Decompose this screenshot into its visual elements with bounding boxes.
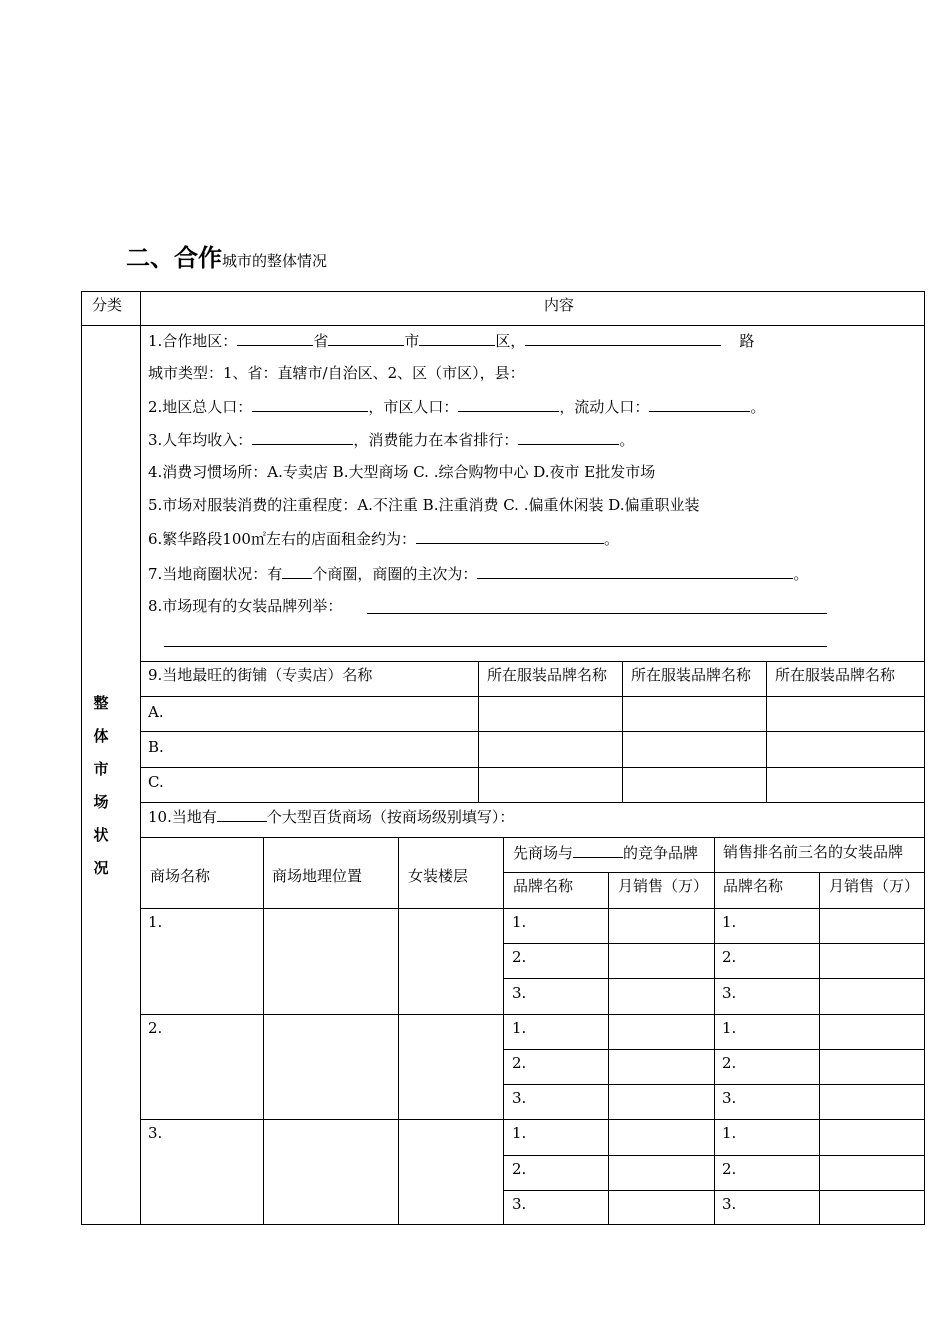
- mall-subrow-divider: [503, 1155, 925, 1156]
- brand-name-header-2: 品牌名称: [723, 877, 784, 895]
- brand-name-header-1: 品牌名称: [513, 877, 574, 895]
- city-type-line: 城市类型：1、省：直辖市/自治区、2、区（市区），县：: [148, 364, 525, 382]
- mall-name-header: 商场名称: [150, 867, 211, 885]
- mall-row-1-label: 1.: [148, 913, 163, 931]
- top-brand-row-label: 2.: [722, 1054, 737, 1072]
- street-row-b-bottom: [140, 767, 925, 768]
- city-blank[interactable]: [328, 330, 404, 346]
- floating-population-blank[interactable]: [649, 396, 750, 412]
- competing-brand-row-label: 2.: [512, 948, 527, 966]
- section-heading-number: 二、合作: [126, 243, 222, 272]
- mall-header-bottom: [140, 908, 925, 909]
- cooperation-region-line: 1.合作地区： 省 市 区， 路: [148, 332, 755, 350]
- competing-brand-row-label: 1.: [512, 913, 527, 931]
- urban-population-blank[interactable]: [458, 396, 559, 412]
- street-row-a-bottom: [140, 731, 925, 732]
- mall-subrow-divider: [503, 1190, 925, 1191]
- top-brand-row-label: 1.: [722, 913, 737, 931]
- mall-subrow-divider: [503, 1084, 925, 1085]
- competing-brand-row-label: 3.: [512, 984, 527, 1002]
- monthly-sales-header-1: 月销售（万）: [618, 877, 709, 895]
- rent-line: 6.繁华路段100㎡左右的店面租金约为： 。: [148, 530, 619, 548]
- mall-col-divider-3: [503, 837, 504, 1225]
- top-three-brands-header: 销售排名前三名的女装品牌: [723, 843, 904, 861]
- competing-brand-row-label: 2.: [512, 1160, 527, 1178]
- street-row-b: B.: [148, 738, 164, 756]
- income-blank[interactable]: [252, 429, 353, 445]
- section-heading-title: 城市的整体情况: [222, 252, 328, 270]
- mall-col-divider-5: [714, 837, 715, 1225]
- header-row-divider: [81, 325, 925, 326]
- existing-brands-blank-2[interactable]: [164, 646, 827, 647]
- section-heading: [126, 238, 327, 273]
- street-row-c: C.: [148, 773, 164, 791]
- population-line: 2.地区总人口： ，市区人口： ，流动人口： 。: [148, 398, 766, 416]
- road-blank[interactable]: [525, 330, 721, 346]
- mall-group-2-bottom: [140, 1119, 925, 1120]
- province-blank[interactable]: [237, 330, 313, 346]
- street-brand-header-1: 所在服装品牌名称: [487, 666, 608, 684]
- street-col-divider-3: [766, 661, 767, 802]
- competing-brand-row-label: 3.: [512, 1195, 527, 1213]
- district-count-blank[interactable]: [282, 563, 312, 579]
- street-header-bottom: [140, 696, 925, 697]
- district-rank-blank[interactable]: [477, 563, 793, 579]
- mall-col-divider-1: [263, 837, 264, 1225]
- mall-subrow-divider: [503, 978, 925, 979]
- competing-brand-row-label: 2.: [512, 1054, 527, 1072]
- top-brand-row-label: 2.: [722, 948, 737, 966]
- income-line: 3.人年均收入： ，消费能力在本省排行： 。: [148, 431, 635, 449]
- street-col-divider-2: [622, 661, 623, 802]
- top-brand-row-label: 3.: [722, 984, 737, 1002]
- competing-brand-row-label: 1.: [512, 1124, 527, 1142]
- competing-brand-row-label: 3.: [512, 1089, 527, 1107]
- street-row-c-bottom: [140, 802, 925, 803]
- content-header: 内容: [544, 296, 575, 314]
- competing-brand-row-label: 1.: [512, 1019, 527, 1037]
- mall-row-2-label: 2.: [148, 1019, 163, 1037]
- mall-floor-header: 女装楼层: [408, 867, 469, 885]
- side-label-overall-market: 整 体 市 场 状 况: [93, 694, 109, 877]
- business-district-line: 7.当地商圈状况：有 个商圈，商圈的主次为： 。: [148, 565, 809, 583]
- top-brand-row-label: 2.: [722, 1160, 737, 1178]
- street-col-divider-1: [478, 661, 479, 802]
- mall-count-blank[interactable]: [217, 806, 267, 822]
- existing-brands-line: 8.市场现有的女装品牌列举：: [148, 597, 343, 615]
- street-section-top: [140, 661, 925, 662]
- mall-subrow-divider: [503, 1049, 925, 1050]
- category-column-divider: [140, 291, 141, 1225]
- mall-title: 10.当地有 个大型百货商场（按商场级别填写）：: [148, 808, 515, 826]
- monthly-sales-header-2: 月销售（万）: [829, 877, 920, 895]
- street-brand-header-2: 所在服装品牌名称: [631, 666, 752, 684]
- mall-subrow-divider: [503, 943, 925, 944]
- existing-brands-blank[interactable]: [367, 613, 827, 614]
- top-brand-row-label: 1.: [722, 1124, 737, 1142]
- top-brand-row-label: 3.: [722, 1195, 737, 1213]
- total-population-blank[interactable]: [252, 396, 368, 412]
- top-brand-row-label: 3.: [722, 1089, 737, 1107]
- mall-header-top: [140, 837, 925, 838]
- mall-col-divider-2: [398, 837, 399, 1225]
- apparel-attitude-line: 5.市场对服装消费的注重程度：A.不注重 B.注重消费 C. .偏重休闲装 D.偏重职业装: [148, 496, 700, 514]
- category-header: 分类: [92, 296, 123, 314]
- street-row-a: A.: [148, 703, 164, 721]
- street-title: 9.当地最旺的街铺（专卖店）名称: [148, 666, 373, 684]
- district-blank[interactable]: [419, 330, 495, 346]
- mall-row-3-label: 3.: [148, 1124, 163, 1142]
- consumption-venue-line: 4.消费习惯场所：A.专卖店 B.大型商场 C. .综合购物中心 D.夜市 E批发市场: [148, 463, 656, 481]
- competing-mall-blank[interactable]: [573, 842, 623, 858]
- top-brand-row-label: 1.: [722, 1019, 737, 1037]
- competing-brands-header: 先商场与 的竞争品牌: [513, 844, 699, 862]
- rent-blank[interactable]: [416, 528, 604, 544]
- street-brand-header-3: 所在服装品牌名称: [775, 666, 896, 684]
- mall-group-1-bottom: [140, 1014, 925, 1015]
- ranking-blank[interactable]: [518, 429, 619, 445]
- mall-location-header: 商场地理位置: [272, 867, 363, 885]
